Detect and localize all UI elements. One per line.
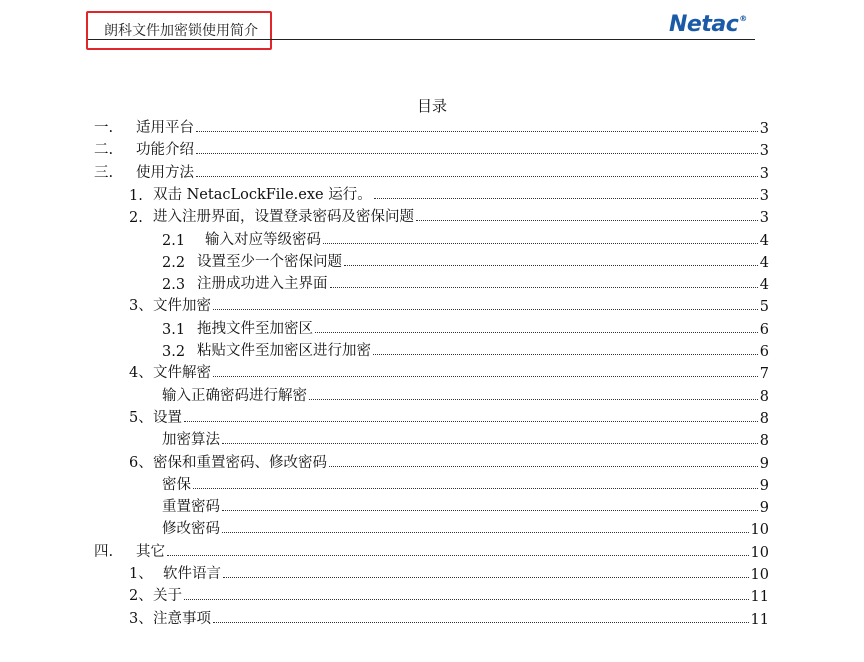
toc-dot-leader <box>193 488 758 489</box>
toc-entry-text: 注意事项 <box>153 610 211 627</box>
toc-entry-text: 粘贴文件至加密区进行加密 <box>197 343 371 359</box>
toc-entry[interactable] <box>129 606 769 628</box>
toc-dot-leader <box>344 265 758 266</box>
toc-entry-text: 输入正确密码进行解密 <box>162 387 307 404</box>
toc-entry[interactable] <box>162 494 769 516</box>
toc-dot-leader <box>323 243 758 244</box>
toc-entry-text: 适用平台 <box>136 120 194 136</box>
toc-entry-page: 11 <box>750 589 769 606</box>
toc-dot-leader <box>213 376 758 377</box>
toc-entry-text: 设置 <box>153 409 182 426</box>
toc-entry-text: 进入注册界面，设置登录密码及密保问题 <box>153 209 414 226</box>
toc-dot-leader <box>330 287 758 288</box>
toc-entry[interactable] <box>94 160 769 182</box>
toc-dot-leader <box>213 309 758 310</box>
toc-entry-number: 2. <box>129 210 143 227</box>
toc-entry[interactable] <box>94 115 769 137</box>
toc-entry[interactable] <box>162 472 769 494</box>
toc-dot-leader <box>329 466 758 467</box>
toc-entry-text: 重置密码 <box>162 499 220 516</box>
toc-entry-page: 3 <box>759 210 769 227</box>
toc-entry-page: 6 <box>759 321 769 338</box>
toc-dot-leader <box>184 421 758 422</box>
toc-entry-number: 5、 <box>129 409 153 426</box>
toc-entry-number: 1、 <box>129 566 153 582</box>
toc-entry-number: 2.3 <box>162 277 186 294</box>
toc-entry-page: 9 <box>759 455 769 472</box>
toc-entry[interactable] <box>162 249 769 271</box>
toc-dot-leader <box>373 354 758 355</box>
registered-mark: ® <box>739 14 747 23</box>
toc-entry-text: 拖拽文件至加密区 <box>197 320 313 337</box>
toc-entry[interactable] <box>162 516 769 538</box>
header-rule <box>88 39 755 40</box>
toc-entry-page: 8 <box>759 433 769 450</box>
toc-entry-page: 8 <box>759 388 769 405</box>
toc-entry-page: 3 <box>759 143 769 160</box>
logo-text: Netac <box>669 12 739 37</box>
toc-entry[interactable] <box>162 227 769 249</box>
toc-dot-leader <box>223 577 749 578</box>
toc-entry-number: 3.2 <box>162 344 186 360</box>
toc-dot-leader <box>222 443 758 444</box>
toc-entry[interactable] <box>129 204 769 226</box>
toc-entry-page: 4 <box>759 232 769 249</box>
toc-entry[interactable] <box>129 561 769 583</box>
toc-entry-text: 加密算法 <box>162 432 220 449</box>
toc-entry-number: 一. <box>94 120 114 136</box>
toc-entry-text: 密保和重置密码、修改密码 <box>153 454 327 471</box>
netac-logo <box>669 12 746 37</box>
toc-entry[interactable] <box>162 383 769 405</box>
toc-dot-leader <box>196 176 758 177</box>
toc-entry[interactable] <box>129 405 769 427</box>
toc-dot-leader <box>222 510 758 511</box>
toc-dot-leader <box>196 131 758 132</box>
toc-entry-text: 功能介绍 <box>136 142 194 159</box>
toc-entry-page: 9 <box>759 500 769 517</box>
toc-entry[interactable] <box>129 293 769 315</box>
toc-entry-number: 4、 <box>129 365 153 382</box>
toc-entry-page: 5 <box>759 299 769 316</box>
toc-entry-number: 四. <box>94 543 114 560</box>
toc-entry[interactable] <box>94 539 769 561</box>
toc-entry-number: 2、 <box>129 588 153 605</box>
toc-entry-number: 3、 <box>129 298 153 315</box>
toc-entry[interactable] <box>129 583 769 605</box>
toc-entry[interactable] <box>162 271 769 293</box>
toc-entry-text: 软件语言 <box>163 566 221 582</box>
toc-entry-page: 10 <box>750 567 769 583</box>
toc-entry-page: 6 <box>759 344 769 360</box>
toc-entry-number: 3、 <box>129 610 153 627</box>
toc-entry-page: 7 <box>759 366 769 383</box>
toc-entry-number: 二. <box>94 142 114 159</box>
toc-dot-leader <box>213 622 749 623</box>
toc-title: 目录 <box>416 97 447 115</box>
toc-entry-text: 其它 <box>136 543 165 560</box>
toc-entry-text: 设置至少一个密保问题 <box>197 253 342 270</box>
toc-entry-page: 9 <box>759 477 769 494</box>
toc-dot-leader <box>196 153 758 154</box>
toc-dot-leader <box>374 198 758 199</box>
toc-entry-page: 4 <box>759 254 769 271</box>
toc-dot-leader <box>416 220 758 221</box>
toc-entry[interactable] <box>129 450 769 472</box>
document-header-title: 朗科文件加密锁使用简介 <box>104 23 258 39</box>
toc-dot-leader <box>167 555 749 556</box>
toc-entry-number: 6、 <box>129 454 153 471</box>
toc-entry[interactable] <box>162 427 769 449</box>
toc-entry-text: 双击 NetacLockFile.exe 运行。 <box>153 186 372 203</box>
toc-dot-leader <box>222 532 749 533</box>
toc-entry-number: 3.1 <box>162 321 186 338</box>
toc-entry[interactable] <box>162 316 769 338</box>
toc-entry-page: 10 <box>750 544 769 561</box>
toc-entry[interactable] <box>162 338 769 360</box>
toc-entry-number: 2.2 <box>162 254 186 271</box>
toc-entry-page: 8 <box>759 410 769 427</box>
toc-entry-text: 注册成功进入主界面 <box>197 276 328 293</box>
toc-entry-page: 3 <box>759 165 769 182</box>
toc-entry[interactable] <box>129 182 769 204</box>
toc-entry-text: 输入对应等级密码 <box>205 231 321 248</box>
toc-entry[interactable] <box>129 360 769 382</box>
toc-dot-leader <box>315 332 758 333</box>
toc-entry-text: 文件加密 <box>153 298 211 315</box>
toc-entry-text: 关于 <box>153 588 182 605</box>
toc-entry-page: 4 <box>759 277 769 294</box>
toc-dot-leader <box>184 599 749 600</box>
toc-entry-page: 10 <box>750 522 769 539</box>
toc-entry-number: 2.1 <box>162 232 186 249</box>
toc-entry-text: 密保 <box>162 476 191 493</box>
toc-entry-text: 修改密码 <box>162 521 220 538</box>
toc-entry-page: 11 <box>750 611 769 628</box>
toc-entry[interactable] <box>94 137 769 159</box>
toc-entry-number: 1. <box>129 187 143 204</box>
toc-dot-leader <box>309 399 758 400</box>
toc-entry-page: 3 <box>759 121 769 137</box>
toc-entry-page: 3 <box>759 187 769 204</box>
toc-entry-text: 文件解密 <box>153 365 211 382</box>
toc-entry-text: 使用方法 <box>136 164 194 181</box>
toc-entry-number: 三. <box>94 164 114 181</box>
